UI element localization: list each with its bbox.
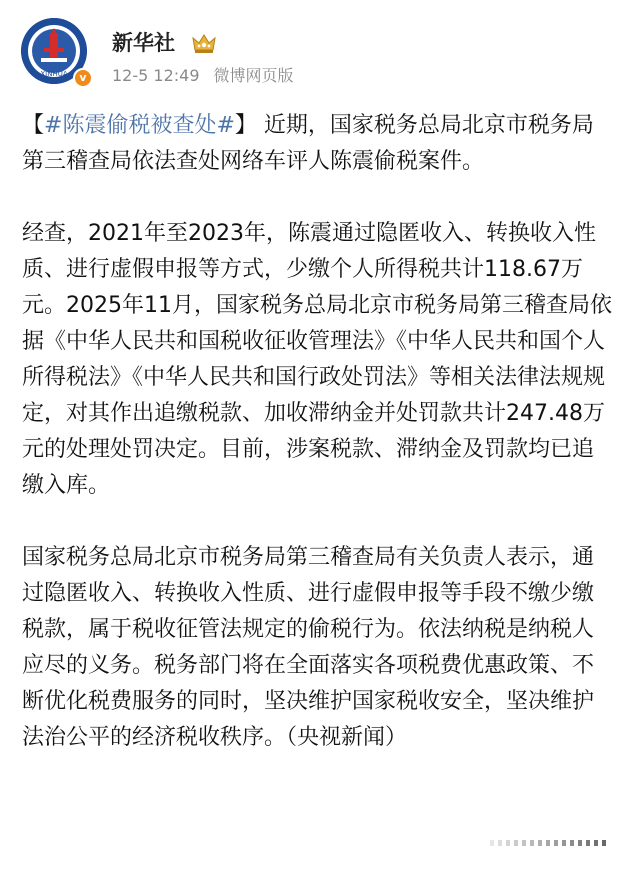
avatar-container[interactable] [21,18,91,88]
fade-dots-icon [490,836,612,850]
hashtag-close-bracket: 】 [234,113,257,138]
account-name[interactable]: 新华社 [112,31,175,55]
post-content [22,108,612,792]
post-source[interactable]: 微博网页版 [213,66,294,85]
paragraph-text-1: 近期，国家税务总局北京市税务局第三稽查局依法查处网络车评人陈震偷税案件。 [22,113,594,174]
post-meta [112,64,294,88]
hashtag-topic[interactable] [22,113,257,138]
hashtag-open-bracket: 【 [22,113,45,138]
avatar-logo-text: XINHUA [40,70,68,78]
post-time: 12-5 12:49 [112,66,200,85]
crown-icon [190,31,218,55]
post-paragraph-1 [22,108,612,180]
post-header [0,0,623,105]
post-paragraph-2: 经查，2021年至2023年，陈震通过隐匿收入、转换收入性质、进行虚假申报等方式，少缴个人所得税共计118.67万元。2025年11月，国家税务总局北京市税务局第三稽查局依据《中华人民共和国税收征收管理法》《中华人民共和国个人所得税法》《中华人民共和国行政处罚法》等相关法律法规规定，对其作出追缴税款、加收滞纳金并处罚款共计247.48万元的处理处罚决定。目前，涉案税款、滞纳金及罚款均已追缴入库。 [22,221,612,498]
verified-badge: v [73,68,93,88]
hashtag-link[interactable]: #陈震偷税被查处# [44,113,235,138]
post-paragraph-3: 国家税务总局北京市税务局第三稽查局有关负责人表示，通过隐匿收入、转换收入性质、进行虚假申报等手段不缴少缴税款，属于税收征管法规定的偷税行为。依法纳税是纳税人应尽的义务。税务部门将在全面落实各项税费优惠政策、不断优化税费服务的同时，坚决维护国家税收安全，坚决维护法治公平的经济税收秩序。（央视新闻） [22,545,595,750]
